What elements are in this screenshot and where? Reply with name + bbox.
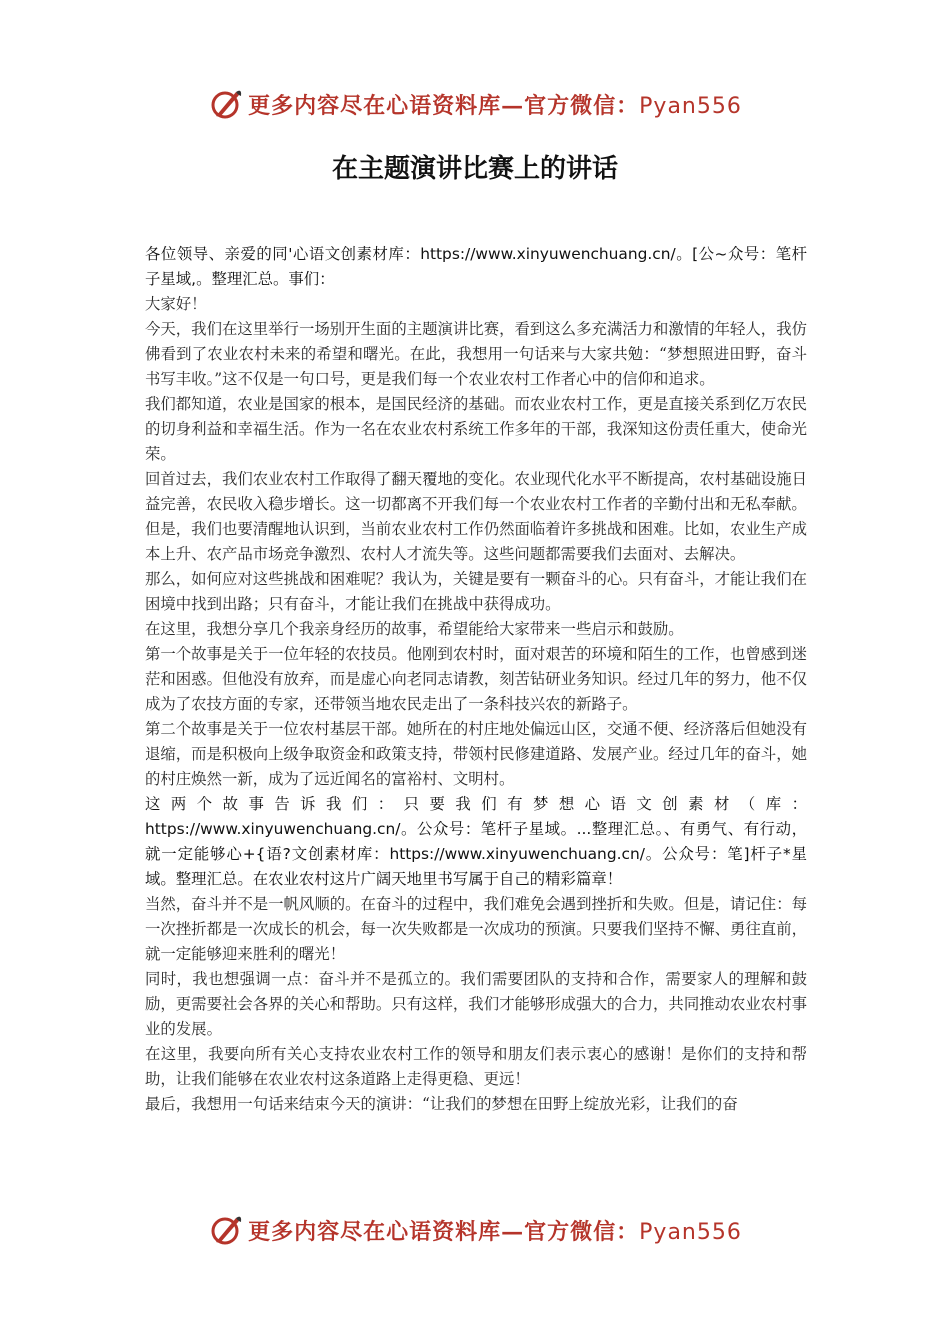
paragraph: 但是，我们也要清醒地认识到，当前农业农村工作仍然面临着许多挑战和困难。比如，农业生产成本上升、农产品市场竞争激烈、农村人才流失等。这些问题都需要我们去面对、去解决。 [145,520,807,563]
header-official: 官方微信： [524,92,640,119]
header-banner-text [248,89,742,120]
paragraph: 最后，我想用一句话来结束今天的演讲：“让我们的梦想在田野上绽放光彩，让我们的奋 [145,1095,738,1113]
footer-handle: Pyan556 [639,1219,742,1245]
paragraph: 当然，奋斗并不是一帆风顺的。在奋斗的过程中，我们难免会遇到挫折和失败。但是，请记住：每一次挫折都是一次成长的机会，每一次失败都是一次成功的预演。只要我们坚持不懈、勇往直前，就一定能够迎来胜利的曙光！ [145,895,807,963]
footer-official: 官方微信： [524,1218,640,1245]
footer-banner-text [248,1215,742,1246]
paragraph: 那么，如何应对这些挑战和困难呢？我认为，关键是要有一颗奋斗的心。只有奋斗，才能让我们在困境中找到出路；只有奋斗，才能让我们在挑战中获得成功。 [145,570,807,613]
paragraph: 第一个故事是关于一位年轻的农技员。他刚到农村时，面对艰苦的环境和陌生的工作，也曾感到迷茫和困惑。但他没有放弃，而是虚心向老同志请教，刻苦钻研业务知识。经过几年的努力，他不仅成为了农技方面的专家，还带领当地农民走出了一条科技兴农的新路子。 [145,645,807,713]
paragraph: 在这里，我要向所有关心支持农业农村工作的领导和朋友们表示衷心的感谢！是你们的支持和帮助，让我们能够在农业农村这条道路上走得更稳、更远！ [145,1045,807,1088]
footer-brand: 更多内容尽在心语资料库 [248,1218,502,1245]
header-banner [0,84,950,124]
speech-body [145,242,807,1117]
page-title: 在主题演讲比赛上的讲话 [331,154,618,184]
quill-logo-icon [208,86,244,122]
paragraph: 第二个故事是关于一位农村基层干部。她所在的村庄地处偏远山区，交通不便、经济落后但她没有退缩，而是积极向上级争取资金和政策支持，带领村民修建道路、发展产业。经过几年的奋斗，她的村庄焕然一新，成为了远近闻名的富裕村、文明村。 [145,720,807,788]
header-handle: Pyan556 [639,93,742,119]
paragraph: 同时，我也想强调一点：奋斗并不是孤立的。我们需要团队的支持和合作，需要家人的理解和鼓励，更需要社会各界的关心和帮助。只有这样，我们才能够形成强大的合力，共同推动农业农村事业的发展。 [145,970,807,1038]
header-dash: — [501,92,525,119]
paragraph: 今天，我们在这里举行一场别开生面的主题演讲比赛，看到这么多充满活力和激情的年轻人，我仿佛看到了农业农村未来的希望和曙光。在此，我想用一句话来与大家共勉：“梦想照进田野，奋斗书写丰收。”这不仅是一句口号，更是我们每一个农业农村工作者心中的信仰和追求。 [145,320,807,388]
paragraph: 这两个故事告诉我们：只要我们有梦想心语文创素材（库：https://www.xinyuwenchuang.cn/。公众号：笔杆子星域。...整理汇总。、有勇气、有行动，就一定能够心+{语?文创素材库：https://www.xinyuwenchuang.cn/。公众号：笔]杆子*星域。整理汇总。在农业农村这片广阔天地里书写属于自己的精彩篇章！ [145,795,807,888]
paragraph: 在这里，我想分享几个我亲身经历的故事，希望能给大家带来一些启示和鼓励。 [145,620,684,638]
paragraph: 我们都知道，农业是国家的根本，是国民经济的基础。而农业农村工作，更是直接关系到亿万农民的切身利益和幸福生活。作为一名在农业农村系统工作多年的干部，我深知这份责任重大，使命光荣。 [145,395,807,463]
paragraph: 回首过去，我们农业农村工作取得了翻天覆地的变化。农业现代化水平不断提高，农村基础设施日益完善，农民收入稳步增长。这一切都离不开我们每一个农业农村工作者的辛勤付出和无私奉献。 [145,470,807,513]
quill-logo-icon [208,1212,244,1248]
paragraph: 各位领导、亲爱的同'心语文创素材库：https://www.xinyuwenchuang.cn/。[公~众号：笔杆子星域,。整理汇总。事们： [145,245,807,288]
footer-banner [0,1210,950,1250]
paragraph: 大家好！ [145,295,207,313]
header-brand: 更多内容尽在心语资料库 [248,92,502,119]
footer-dash: — [501,1218,525,1245]
